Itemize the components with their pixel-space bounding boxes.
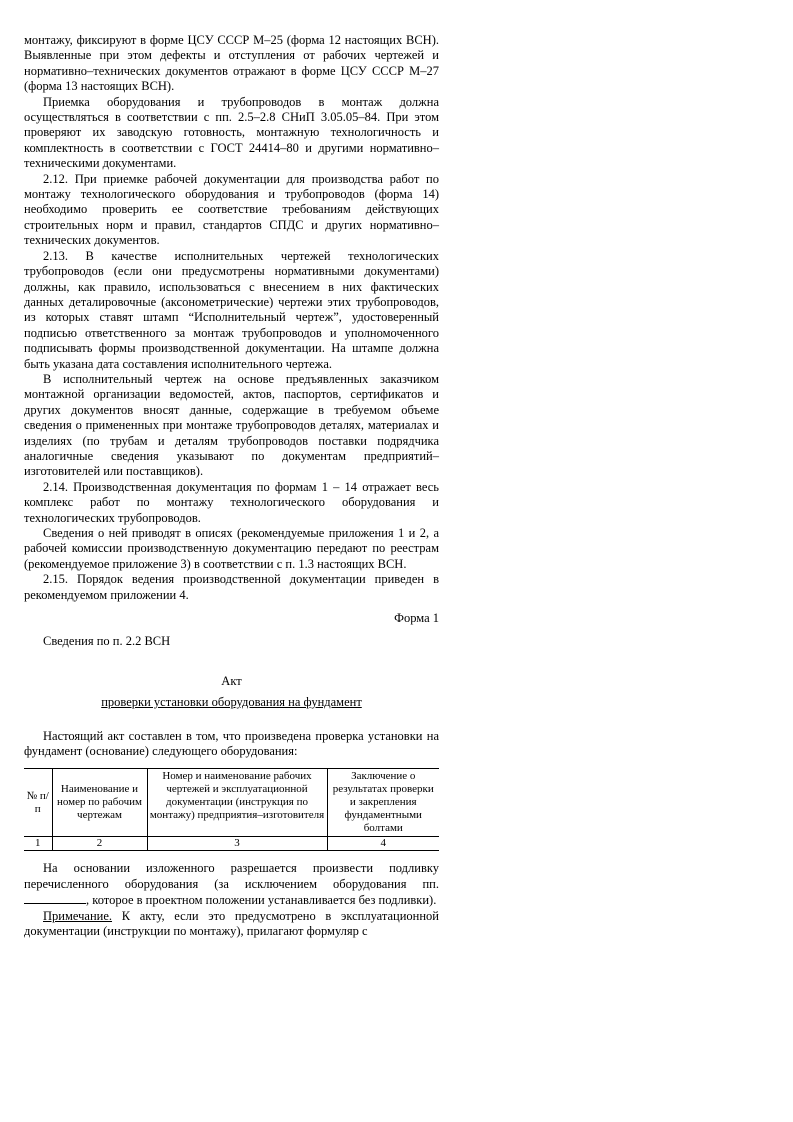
paragraph: монтажу, фиксируют в форме ЦСУ СССР М–25 (форма 12 настоящих ВСН). Выявленные при этом дефекты и отступления от рабочих чертежей и нормативно–технических документов отражают в форме ЦСУ СССР М–27 (форма 13 настоящих ВСН). [24, 33, 439, 94]
table-row [24, 837, 439, 851]
document-page [24, 33, 439, 940]
conclusion-part1: На основании изложенного разрешается произвести подливку перечисленного оборудования (за исключением оборудования пп. [24, 861, 439, 891]
blank-line [24, 892, 86, 904]
equipment-table [24, 768, 439, 851]
paragraph: 2.15. Порядок ведения производственной документации приведен в рекомендуемом приложении 4. [24, 572, 439, 602]
paragraph: Сведения о ней приводят в описях (рекомендуемые приложения 1 и 2, а рабочей комиссии производственную документацию передают по реестрам (рекомендуемое приложение 3) в соответствии с п. 1.3 настоящих ВСН. [24, 526, 439, 571]
akt-intro: Настоящий акт составлен в том, что произведена проверка установки на фундамент (основание) следующего оборудования: [24, 728, 439, 759]
form-label: Форма 1 [394, 611, 439, 626]
paragraph: 2.13. В качестве исполнительных чертежей технологических трубопроводов (если они предусмотрены нормативными документами) должны, как правило, использоваться с внесением в них фактических данных деталировочные (аксонометрические) чертежи этих трубопроводов, из которых ставят штамп “Исполнительный чертеж”, удостоверенный подписью ответственного за монтаж трубопроводов и уполномоченного подписывать формы производственной документации. На штампе должна быть указана дата составления исполнительного чертежа. [24, 248, 439, 371]
akt-subtitle: проверки установки оборудования на фундамент [101, 695, 362, 710]
table-header-cell: Наименование и номер по рабочим чертежам [52, 769, 147, 837]
note-text: К акту, если это предусмотрено в эксплуатационной документации (инструкции по монтажу), прилагают формуляр с [24, 908, 439, 939]
note-label: Примечание. [43, 908, 113, 923]
paragraph: Приемка оборудования и трубопроводов в монтаж должна осуществляться в соответствии с пп. 2.5–2.8 СНиП 3.05.05–84. При этом проверяют их заводскую готовность, монтажную технологичность и комплектность в соответствии с ГОСТ 24414–80 и другими нормативно–техническими документами. [24, 94, 439, 171]
svedeniya-note: Сведения по п. 2.2 ВСН [43, 634, 171, 649]
table-cell: 2 [52, 837, 147, 851]
conclusion-paragraph [24, 861, 439, 908]
conclusion-part2: , которое в проектном положении устанавливается без подливки). [86, 893, 437, 908]
paragraph: 2.12. При приемке рабочей документации для производства работ по монтажу технологического оборудования и трубопроводов (форма 14) необходимо проверить ее соответствие требованиям действующих строительных норм и правил, стандартов СПДС и других нормативно–технических документов. [24, 171, 439, 248]
akt-title: Акт [221, 673, 242, 688]
paragraph: В исполнительный чертеж на основе предъявленных заказчиком монтажной организации ведомостей, актов, паспортов, сертификатов и других документов вносят данные, содержащие в требуемом объеме сведения о примененных при монтаже трубопроводов деталях, материалах и изделиях (по трубам и деталям трубопроводов поставки подрядчика аналогичные сведения указывают по документам предприятий–изготовителей или поставщиков). [24, 371, 439, 479]
table-header-cell: № п/п [24, 769, 52, 837]
note-paragraph [24, 909, 439, 940]
table-cell: 4 [327, 837, 439, 851]
table-header-cell: Заключение о результатах проверки и закрепления фундаментными болтами [327, 769, 439, 837]
table-header-cell: Номер и наименование рабочих чертежей и эксплуатационной документации (инструкция по монтажу) предприятия–изготовителя [147, 769, 327, 837]
paragraph: 2.14. Производственная документация по формам 1 – 14 отражает весь комплекс работ по монтажу технологического оборудования и технологических трубопроводов. [24, 479, 439, 525]
table-cell: 1 [24, 837, 52, 851]
table-cell: 3 [147, 837, 327, 851]
table-header-row [24, 769, 439, 837]
